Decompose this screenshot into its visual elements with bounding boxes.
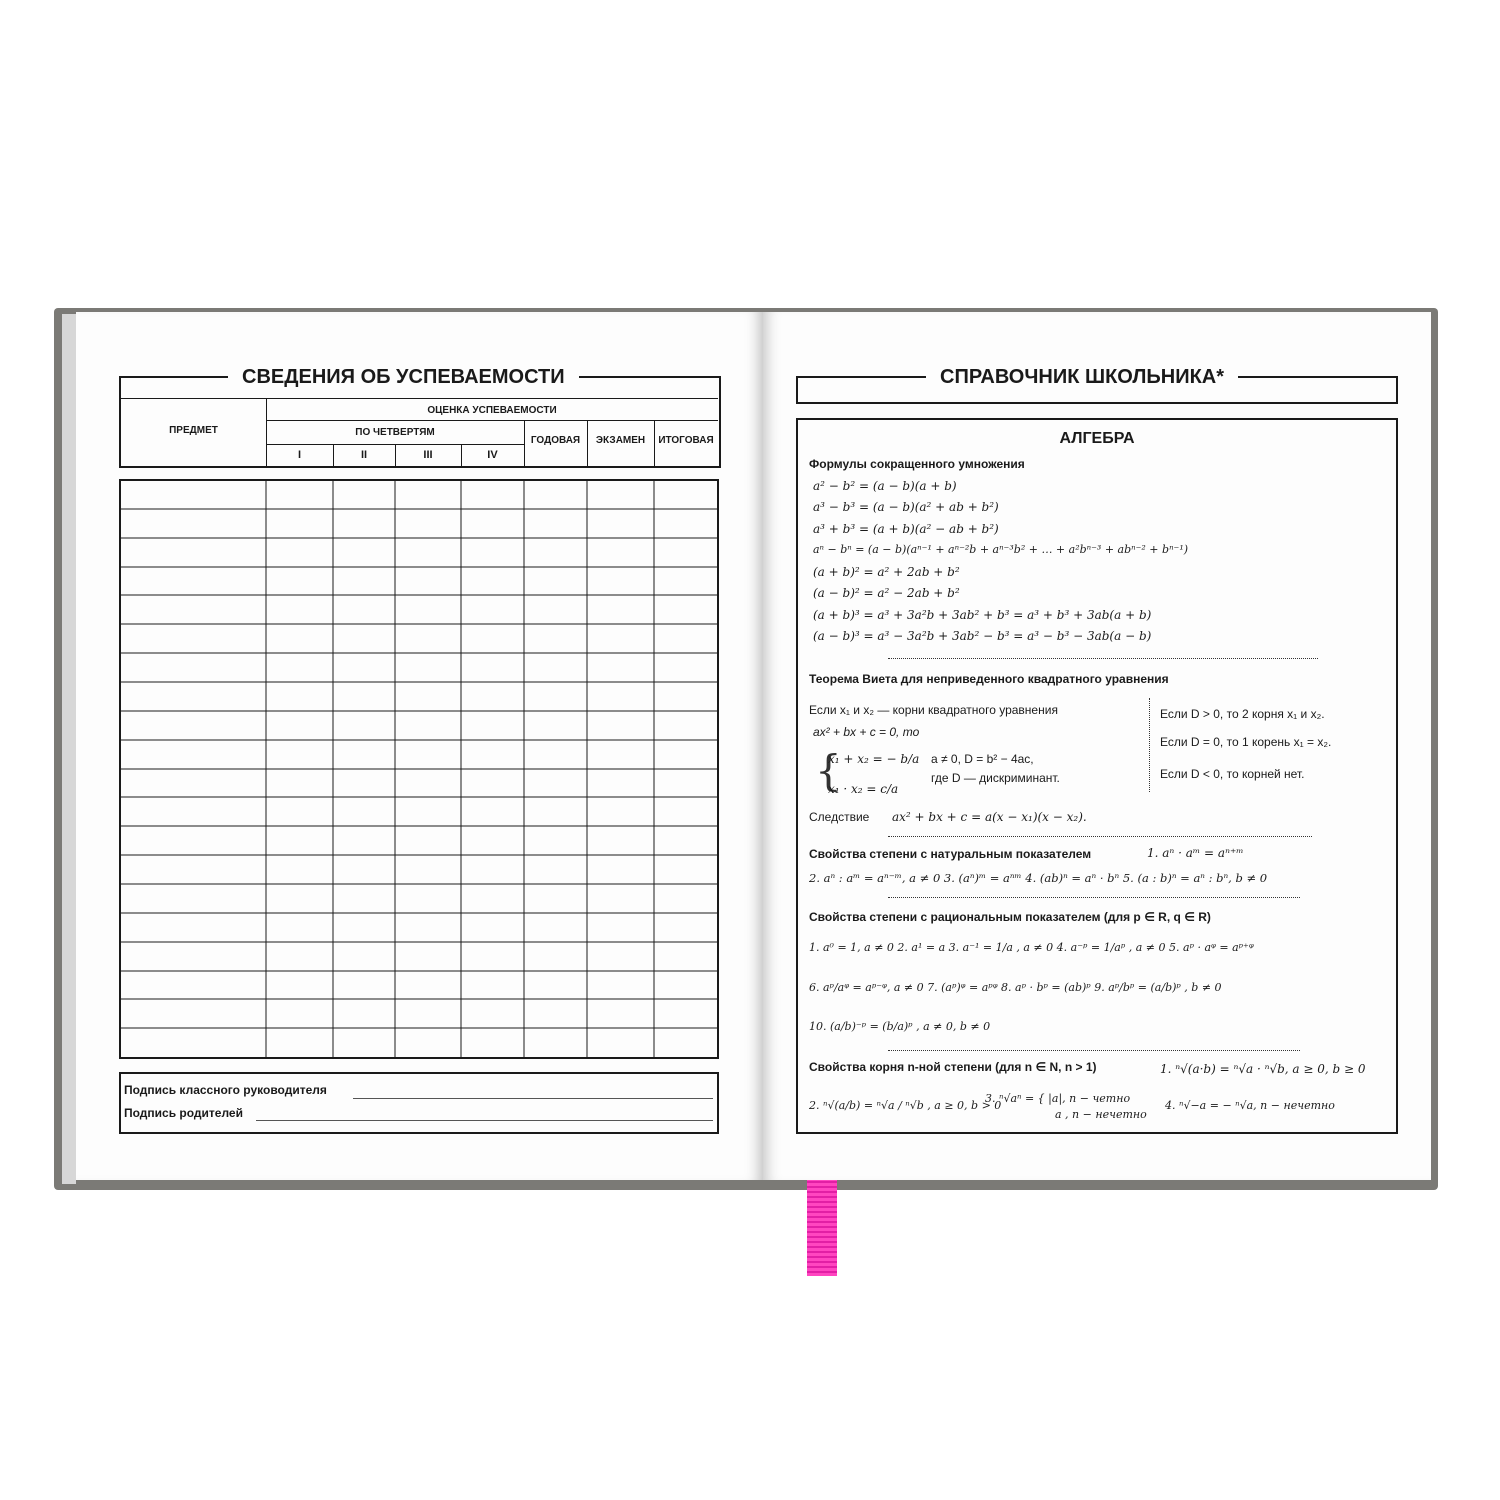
vieta-condition-2: где D — дискриминант. [931, 771, 1060, 785]
vieta-sum: x₁ + x₂ = − b/a [828, 752, 920, 766]
parents-signature-line[interactable] [256, 1120, 713, 1121]
separator-2 [888, 836, 1312, 837]
header-grades: ОЦЕНКА УСПЕВАЕМОСТИ [427, 405, 557, 416]
corollary-formula: ax² + bx + c = a(x − x₁)(x − x₂). [892, 810, 1087, 824]
rational-power-line-3: 10. (a/b)⁻ᵖ = (b/a)ᵖ , a ≠ 0, b ≠ 0 [809, 1020, 991, 1033]
natural-power-line-2: 2. aⁿ : aᵐ = aⁿ⁻ᵐ, a ≠ 0 3. (aⁿ)ᵐ = aⁿᵐ 4. (ab)ⁿ = aⁿ · bⁿ 5. (a : b)ⁿ = aⁿ : bⁿ, b ≠ 0 [809, 871, 1268, 885]
root-property-4: 4. ⁿ√−a = − ⁿ√a, n − нечетно [1165, 1099, 1335, 1112]
abbreviated-multiplication-title: Формулы сокращенного умножения [809, 457, 1025, 471]
header-exam: ЭКЗАМЕН [595, 435, 646, 446]
separator-3 [888, 897, 1300, 898]
header-quarter-2: II [360, 449, 368, 461]
left-page [76, 312, 763, 1180]
separator-4 [888, 1050, 1300, 1051]
formula-5: (a + b)² = a² + 2ab + b² [813, 565, 960, 579]
root-property-1: 1. ⁿ√(a·b) = ⁿ√a · ⁿ√b, a ≥ 0, b ≥ 0 [1160, 1062, 1366, 1076]
page-edge [62, 314, 76, 1184]
rational-power-line-1: 1. a⁰ = 1, a ≠ 0 2. a¹ = a 3. a⁻¹ = 1/a , a ≠ 0 4. a⁻ᵖ = 1/aᵖ , a ≠ 0 5. aᵖ · aᵠ = aᵖ⁺ᵠ [809, 941, 1254, 954]
system-brace: { [815, 746, 842, 795]
header-subject: ПРЕДМЕТ [169, 425, 218, 436]
algebra-heading: АЛГЕБРА [1059, 430, 1135, 447]
formula-3: a³ + b³ = (a + b)(a² − ab + b²) [813, 522, 999, 536]
signature-box [119, 1072, 719, 1134]
header-quarter-4: IV [487, 449, 498, 461]
teacher-signature-label: Подпись классного руководителя [124, 1083, 327, 1097]
root-property-3: 3. ⁿ√aⁿ = { |a|, n − четно [985, 1092, 1131, 1105]
right-page-title: СПРАВОЧНИК ШКОЛЬНИКА* [926, 366, 1238, 389]
rational-power-line-2: 6. aᵖ/aᵠ = aᵖ⁻ᵠ, a ≠ 0 7. (aᵖ)ᵠ = aᵖᵠ 8. aᵖ · bᵖ = (ab)ᵖ 9. aᵖ/bᵖ = (a/b)ᵖ , b ≠ 0 [809, 981, 1222, 994]
header-quarter-3: III [423, 449, 433, 461]
vieta-line-1: Если x₁ и x₂ — корни квадратного уравнения [809, 703, 1058, 717]
root-property-3-odd: a , n − нечетно [1055, 1108, 1147, 1121]
rational-power-title: Свойства степени с рациональным показателем (для p ∈ R, q ∈ R) [809, 910, 1211, 924]
formula-2: a³ − b³ = (a − b)(a² + ab + b²) [813, 500, 999, 514]
left-page-title: СВЕДЕНИЯ ОБ УСПЕВАЕМОСТИ [228, 366, 579, 389]
vieta-product: x₁ · x₂ = c/a [828, 782, 899, 796]
bookmark-ribbon[interactable] [807, 1180, 837, 1276]
discriminant-positive: Если D > 0, то 2 корня x₁ и x₂. [1160, 707, 1325, 721]
corollary-label: Следствие [809, 810, 870, 824]
grades-grid[interactable] [119, 479, 721, 1060]
separator-1 [888, 658, 1318, 659]
header-final: ИТОГОВАЯ [658, 435, 714, 446]
vieta-line-2: ax² + bx + c = 0, то [813, 725, 920, 739]
discriminant-zero: Если D = 0, то 1 корень x₁ = x₂. [1160, 735, 1332, 749]
header-quarter-1: I [297, 449, 302, 461]
root-properties-title: Свойства корня n-ной степени (для n ∈ N, n > 1) [809, 1060, 1097, 1074]
teacher-signature-line[interactable] [353, 1098, 713, 1099]
vieta-divider [1149, 698, 1150, 792]
formula-4: aⁿ − bⁿ = (a − b)(aⁿ⁻¹ + aⁿ⁻²b + aⁿ⁻³b² + … + a²bⁿ⁻³ + abⁿ⁻² + bⁿ⁻¹) [813, 543, 1189, 556]
formula-7: (a + b)³ = a³ + 3a²b + 3ab² + b³ = a³ + b³ + 3ab(a + b) [813, 608, 1152, 622]
parents-signature-label: Подпись родителей [124, 1106, 243, 1120]
vieta-condition: a ≠ 0, D = b² − 4ac, [931, 752, 1034, 766]
formula-1: a² − b² = (a − b)(a + b) [813, 479, 957, 493]
formula-8: (a − b)³ = a³ − 3a²b + 3ab² − b³ = a³ − b³ − 3ab(a − b) [813, 629, 1152, 643]
natural-power-title: Свойства степени с натуральным показателем [809, 847, 1092, 861]
formula-6: (a − b)² = a² − 2ab + b² [813, 586, 960, 600]
natural-power-1: 1. aⁿ · aᵐ = aⁿ⁺ᵐ [1147, 846, 1244, 860]
root-property-2: 2. ⁿ√(a/b) = ⁿ√a / ⁿ√b , a ≥ 0, b > 0 [809, 1099, 1002, 1112]
vieta-title: Теорема Виета для неприведенного квадратного уравнения [809, 672, 1169, 686]
header-annual: ГОДОВАЯ [530, 435, 581, 446]
right-page [763, 312, 1431, 1180]
discriminant-negative: Если D < 0, то корней нет. [1160, 767, 1305, 781]
header-by-quarters: ПО ЧЕТВЕРТЯМ [355, 427, 435, 438]
